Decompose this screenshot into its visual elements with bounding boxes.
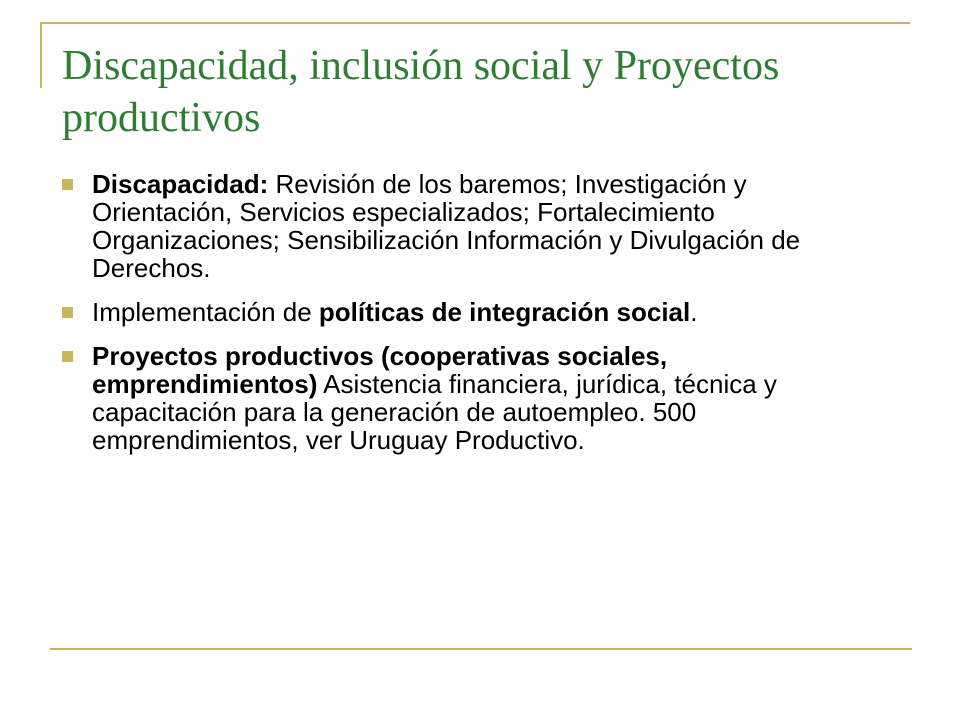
bullet-text-before: Implementación de <box>92 297 319 327</box>
top-horizontal-rule <box>40 22 910 24</box>
bullet-item-discapacidad <box>62 170 882 282</box>
bullet-text-after: . <box>690 297 698 327</box>
bullet-item-proyectos <box>62 342 882 454</box>
bullet-list <box>62 170 882 470</box>
bottom-horizontal-rule <box>50 648 912 650</box>
bullet-bold: políticas de integración social <box>318 297 691 327</box>
bullet-text: Asistencia financiera, jurídica, técnica y capacitación para la generación de autoempleo. 500 emprendimientos, ver Uruguay Productivo. <box>92 369 777 455</box>
slide-title: Discapacidad, inclusión social y Proyectos productivos <box>62 43 780 141</box>
bullet-lead: Proyectos productivos (cooperativas sociales, emprendimientos) <box>92 341 668 399</box>
bullet-lead: Discapacidad: <box>92 169 269 199</box>
square-bullet-icon <box>62 179 73 190</box>
bullet-text: Revisión de los baremos; Investigación y Orientación, Servicios especializados; Fortalecimiento Organizaciones; Sensibilización Información y Divulgación de Derechos. <box>92 169 801 283</box>
top-vertical-rule <box>40 22 42 88</box>
bullet-item-politicas <box>62 298 882 326</box>
square-bullet-icon <box>62 351 73 362</box>
square-bullet-icon <box>62 307 73 318</box>
